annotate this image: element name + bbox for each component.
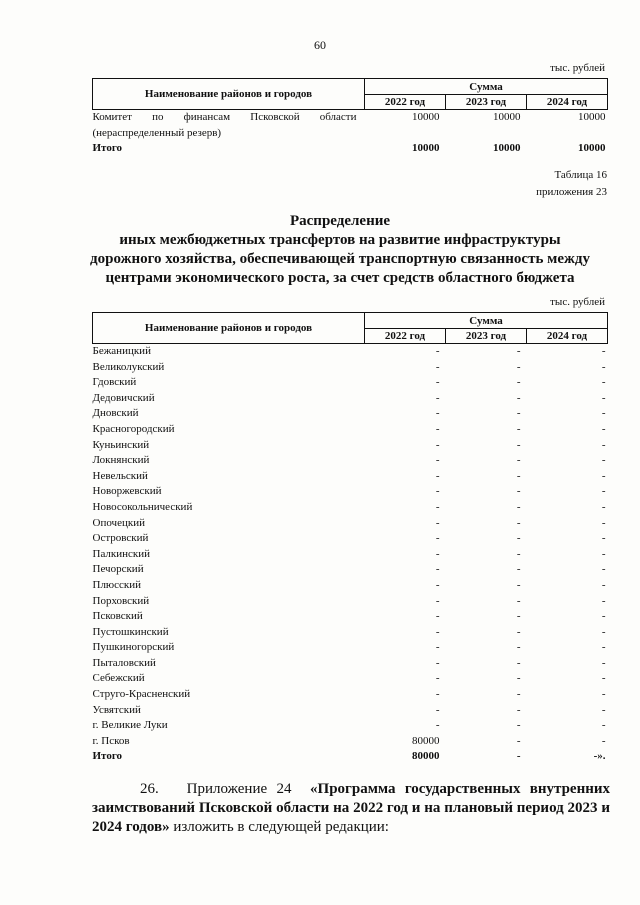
row-name: г. Великие Луки <box>92 719 168 732</box>
row-name: Себежский <box>92 672 145 685</box>
value-cell: - <box>516 454 521 467</box>
row-name: г. Псков <box>92 734 130 747</box>
value-cell: - <box>435 547 440 560</box>
value-cell: - <box>601 469 606 482</box>
unit-label-1: тыс. рублей <box>550 62 605 74</box>
value-cell: - <box>516 672 521 685</box>
row-name: Красногородский <box>92 422 175 435</box>
value-cell: - <box>516 407 521 420</box>
value-cell: - <box>435 610 440 623</box>
table-row <box>93 110 608 142</box>
header-year: 2022 год <box>365 95 446 110</box>
value-cell: - <box>435 438 440 451</box>
page-number: 60 <box>314 38 326 52</box>
value-cell: - <box>516 734 521 747</box>
amendment-paragraph <box>92 780 610 837</box>
value-cell: - <box>601 532 606 545</box>
value-cell: - <box>435 625 440 638</box>
table-row <box>93 656 608 672</box>
value-cell: - <box>516 625 521 638</box>
appendix-ref: приложения 23 <box>536 186 607 198</box>
value-cell: - <box>516 547 521 560</box>
value-cell: - <box>435 391 440 404</box>
table-row <box>93 500 608 516</box>
paragraph-text-before: Приложение 24 <box>186 781 292 797</box>
table-row <box>93 547 608 563</box>
value-cell: 10000 <box>412 111 440 123</box>
total-value: 80000 <box>412 750 440 763</box>
value-cell: - <box>516 345 521 357</box>
value-cell: - <box>435 360 440 373</box>
value-cell: - <box>516 516 521 529</box>
value-cell: - <box>435 469 440 482</box>
title-line: иных межбюджетных трансфертов на развитие инфраструктуры <box>119 232 561 248</box>
value-cell: - <box>435 376 440 389</box>
row-name: Палкинский <box>92 547 151 560</box>
paragraph-text-after: изложить в следующей редакции: <box>173 819 389 835</box>
header-year: 2022 год <box>365 329 446 344</box>
table-row <box>93 640 608 656</box>
value-cell: - <box>516 532 521 545</box>
total-label: Итого <box>92 142 123 155</box>
word: Комитет <box>92 111 132 123</box>
table-row <box>93 438 608 454</box>
unit-label-2: тыс. рублей <box>550 296 605 308</box>
total-value: -». <box>593 750 606 763</box>
value-cell: - <box>601 610 606 623</box>
value-cell: - <box>435 485 440 498</box>
value-cell: - <box>601 719 606 732</box>
paragraph-bold-title: «Программа государственных внутренних заимствований Псковской области на 2022 год и на плановый период 2023 и 2024 годов» <box>92 781 611 835</box>
value-cell: - <box>601 438 606 451</box>
value-cell: - <box>601 703 606 716</box>
table-row <box>93 344 608 360</box>
value-cell: 10000 <box>493 111 521 123</box>
value-cell: - <box>601 656 606 669</box>
value-cell: - <box>516 422 521 435</box>
value-cell: - <box>516 641 521 654</box>
row-name: Печорский <box>92 563 144 576</box>
total-row <box>93 749 608 765</box>
row-name: Куньинский <box>92 438 150 451</box>
value-cell: - <box>601 485 606 498</box>
table-row <box>93 609 608 625</box>
row-name: Порховский <box>92 594 150 607</box>
total-value: - <box>516 750 521 763</box>
value-cell: - <box>601 688 606 701</box>
word: по <box>152 111 164 123</box>
table-committee <box>92 78 608 157</box>
table-row <box>93 734 608 750</box>
total-value: 10000 <box>412 142 440 155</box>
value-cell: - <box>516 391 521 404</box>
value-cell: - <box>516 656 521 669</box>
value-cell: - <box>601 360 606 373</box>
total-label: Итого <box>92 750 123 763</box>
row-name: Дновский <box>92 407 139 420</box>
value-cell: - <box>435 688 440 701</box>
table-distribution <box>92 312 608 765</box>
word: Псковской <box>250 111 300 123</box>
row-name-line2: (нераспределенный резерв) <box>92 126 222 139</box>
value-cell: - <box>516 703 521 716</box>
value-cell: - <box>435 407 440 420</box>
table-row <box>93 562 608 578</box>
row-name: Локнянский <box>92 454 150 467</box>
title-line: центрами экономического роста, за счет средств областного бюджета <box>105 270 575 286</box>
table-number: Таблица 16 <box>554 169 607 181</box>
value-cell: 80000 <box>412 734 440 747</box>
header-year: 2023 год <box>446 329 527 344</box>
row-name <box>93 110 365 142</box>
value-cell: - <box>435 422 440 435</box>
value-cell: - <box>601 376 606 389</box>
table-row <box>93 484 608 500</box>
title-line: Распределение <box>289 213 391 229</box>
title-line: дорожного хозяйства, обеспечивающей транспортную связанность между <box>90 251 590 267</box>
value-cell: 10000 <box>578 111 606 123</box>
value-cell: - <box>435 516 440 529</box>
paragraph-number: 26. <box>140 781 159 797</box>
table-row <box>93 703 608 719</box>
word: финансам <box>183 111 231 123</box>
total-value: 10000 <box>578 142 606 155</box>
value-cell: - <box>601 454 606 467</box>
value-cell: - <box>516 485 521 498</box>
value-cell: - <box>601 672 606 685</box>
value-cell: - <box>601 407 606 420</box>
header-sum: Сумма <box>365 79 608 95</box>
value-cell: - <box>601 625 606 638</box>
value-cell: - <box>435 703 440 716</box>
table-row <box>93 391 608 407</box>
value-cell: - <box>435 719 440 732</box>
value-cell: - <box>435 656 440 669</box>
value-cell: - <box>516 360 521 373</box>
value-cell: - <box>601 563 606 576</box>
value-cell: - <box>601 578 606 591</box>
value-cell: - <box>516 594 521 607</box>
row-name: Дедовичский <box>92 391 155 404</box>
row-name: Великолукский <box>92 360 165 373</box>
table-row <box>93 453 608 469</box>
value-cell: - <box>516 469 521 482</box>
header-name: Наименование районов и городов <box>93 79 365 110</box>
value-cell: - <box>516 688 521 701</box>
row-name: Островский <box>92 532 149 545</box>
table-row <box>93 687 608 703</box>
value-cell: - <box>516 438 521 451</box>
value-cell: - <box>516 610 521 623</box>
table-row <box>93 578 608 594</box>
table-row <box>93 594 608 610</box>
value-cell: - <box>516 563 521 576</box>
header-year: 2024 год <box>527 95 608 110</box>
header-sum: Сумма <box>365 313 608 329</box>
value-cell: - <box>435 578 440 591</box>
table-row <box>93 718 608 734</box>
table-row <box>93 516 608 532</box>
value-cell: - <box>516 500 521 513</box>
value-cell: - <box>601 734 606 747</box>
row-name: Новосокольнический <box>92 500 193 513</box>
value-cell: - <box>516 719 521 732</box>
row-name: Плюсский <box>92 578 142 591</box>
value-cell: - <box>435 345 440 357</box>
row-name: Струго-Красненский <box>92 688 191 701</box>
value-cell: - <box>435 672 440 685</box>
value-cell: - <box>601 345 606 357</box>
row-name: Пушкиногорский <box>92 641 175 654</box>
value-cell: - <box>601 641 606 654</box>
row-name: Пыталовский <box>92 656 156 669</box>
table-row <box>93 469 608 485</box>
section-title <box>80 212 600 288</box>
value-cell: - <box>435 641 440 654</box>
word: области <box>319 111 357 123</box>
value-cell: - <box>435 594 440 607</box>
value-cell: - <box>435 532 440 545</box>
row-name: Новоржевский <box>92 485 162 498</box>
table-reference <box>536 167 607 201</box>
table-row <box>93 406 608 422</box>
table-row <box>93 422 608 438</box>
header-name: Наименование районов и городов <box>93 313 365 344</box>
table-row <box>93 375 608 391</box>
total-value: 10000 <box>493 142 521 155</box>
header-year: 2023 год <box>446 95 527 110</box>
value-cell: - <box>435 563 440 576</box>
value-cell: - <box>601 422 606 435</box>
row-name: Усвятский <box>92 703 141 716</box>
row-name: Гдовский <box>92 376 137 389</box>
row-name: Пустошкинский <box>92 625 169 638</box>
value-cell: - <box>601 547 606 560</box>
table-row <box>93 625 608 641</box>
table-row <box>93 671 608 687</box>
value-cell: - <box>516 376 521 389</box>
table-row <box>93 360 608 376</box>
total-row <box>93 141 608 157</box>
value-cell: - <box>435 500 440 513</box>
value-cell: - <box>516 578 521 591</box>
value-cell: - <box>435 454 440 467</box>
value-cell: - <box>601 516 606 529</box>
value-cell: - <box>601 594 606 607</box>
row-name: Невельский <box>92 469 148 482</box>
row-name: Бежаницкий <box>92 345 151 357</box>
header-year: 2024 год <box>527 329 608 344</box>
value-cell: - <box>601 391 606 404</box>
row-name: Псковский <box>92 610 143 623</box>
value-cell: - <box>601 500 606 513</box>
table-row <box>93 531 608 547</box>
row-name: Опочецкий <box>92 516 145 529</box>
